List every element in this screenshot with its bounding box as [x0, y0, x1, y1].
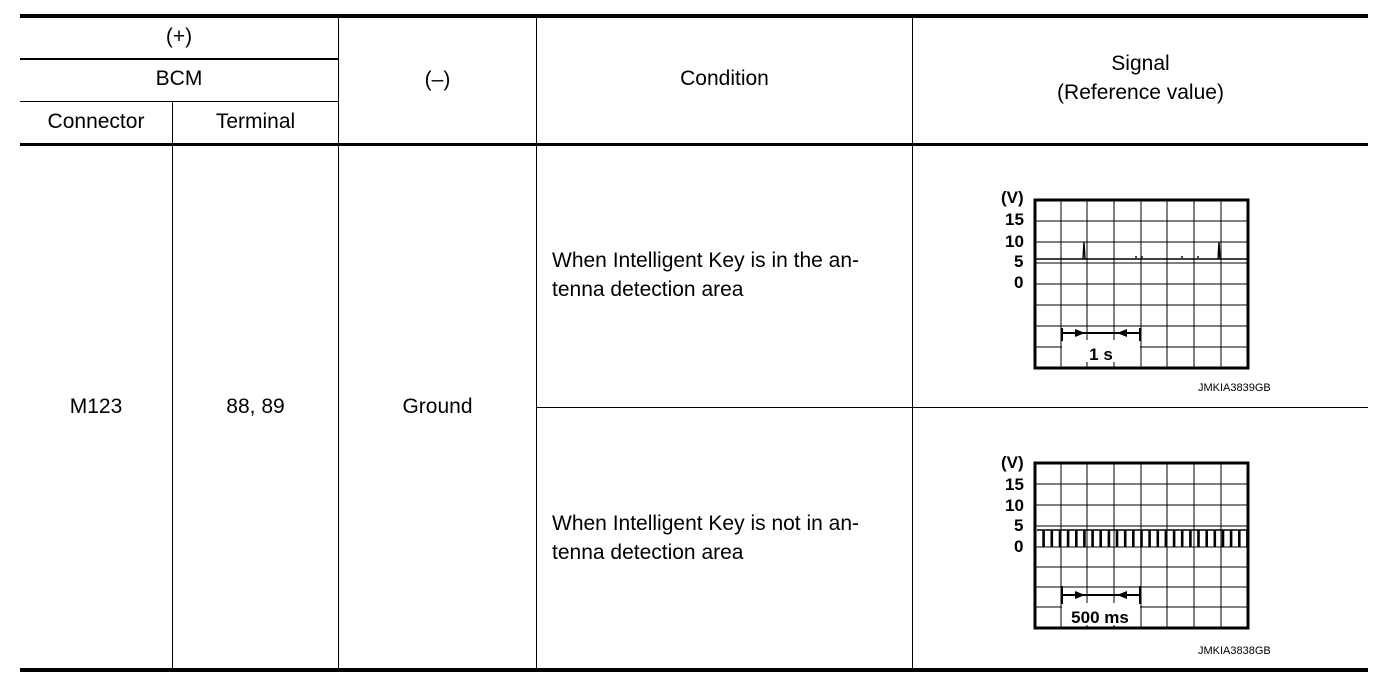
scope-square-wave	[1037, 530, 1248, 546]
scope-y-label-10: 10	[1005, 232, 1024, 251]
plus-divider	[20, 58, 338, 60]
ground-value: Ground	[402, 395, 473, 418]
scope-y-label-0: 0	[1014, 273, 1024, 292]
condition-not-in-area	[552, 509, 904, 567]
scope-y-label-10: 10	[1005, 496, 1024, 515]
row-divider	[536, 407, 1368, 408]
condition-line: When Intelligent Key is not in an-	[552, 512, 860, 535]
header-minus: (–)	[424, 68, 451, 91]
bcm-divider	[20, 101, 338, 102]
scope-y-label-15: 15	[1005, 475, 1024, 494]
condition-line: tenna detection area	[552, 541, 744, 564]
scope-unit-label: (V)	[1001, 188, 1024, 207]
condition-in-area	[552, 246, 904, 304]
scope-unit-label: (V)	[1001, 453, 1024, 472]
bottom-rule	[20, 668, 1368, 672]
oscilloscope-trace-in-area	[995, 185, 1255, 375]
header-condition: Condition	[680, 67, 769, 90]
scope-y-label-5: 5	[1014, 516, 1024, 535]
scope-time-label: 500 ms	[1071, 608, 1129, 627]
header-plus: (+)	[165, 25, 193, 48]
oscilloscope-trace-not-in-area	[995, 448, 1255, 638]
connector-value: M123	[69, 395, 123, 418]
col-divider-connector	[172, 101, 173, 669]
condition-line: tenna detection area	[552, 278, 744, 301]
image-code-2: JMKIA3838GB	[1198, 645, 1271, 657]
header-bottom-rule	[20, 143, 1368, 146]
col-divider-condition	[912, 18, 913, 669]
header-bcm: BCM	[155, 67, 203, 90]
terminal-value: 88, 89	[226, 395, 285, 418]
col-divider-terminal	[338, 18, 339, 669]
scope-y-label-15: 15	[1005, 210, 1024, 229]
scope-y-label-5: 5	[1014, 252, 1024, 271]
condition-line: When Intelligent Key is in the an-	[552, 249, 860, 272]
col-divider-minus	[536, 18, 537, 669]
header-terminal: Terminal	[215, 110, 296, 133]
top-rule	[20, 14, 1368, 18]
header-reference-value: (Reference value)	[1057, 81, 1224, 104]
image-code-1: JMKIA3839GB	[1198, 382, 1271, 394]
header-signal: Signal	[1111, 52, 1170, 75]
scope-time-label: 1 s	[1089, 345, 1113, 364]
header-connector: Connector	[47, 110, 145, 133]
scope-y-label-0: 0	[1014, 537, 1024, 556]
